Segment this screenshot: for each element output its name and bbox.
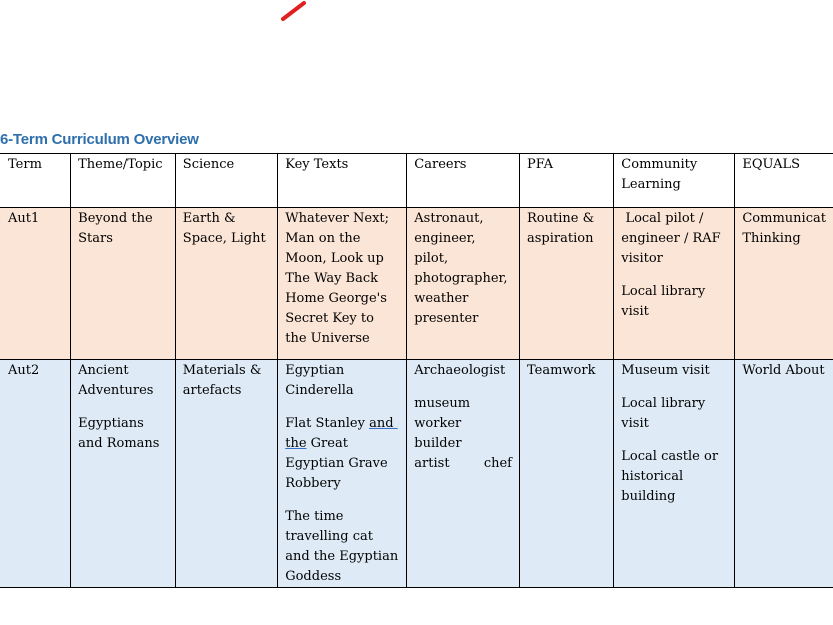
aut2-term: Aut2: [0, 360, 71, 588]
aut1-theme: Beyond the Stars: [71, 208, 176, 360]
header-term: Term: [0, 154, 71, 208]
aut2-community-item: Local library visit: [621, 396, 706, 431]
aut2-key-text-item: Egyptian Cinderella: [285, 363, 354, 398]
header-equals: EQUALS: [735, 154, 833, 208]
header-key-texts: Key Texts: [278, 154, 407, 208]
aut2-theme-item: Egyptians and Romans: [78, 416, 160, 451]
aut2-key-text-item: [285, 414, 399, 494]
aut2-pfa: Teamwork: [520, 360, 614, 588]
career-chef: chef: [483, 456, 512, 471]
aut1-term: Aut1: [0, 208, 71, 360]
aut2-key-texts: [278, 360, 407, 588]
aut1-community-item: Local library visit: [621, 284, 706, 319]
aut1-science: Earth & Space, Light: [175, 208, 277, 360]
aut2-community-item: Museum visit: [621, 363, 710, 378]
aut2-careers-item: museum worker builder: [414, 396, 471, 451]
aut2-equals: World About: [735, 360, 833, 588]
aut2-careers-item: Archaeologist: [414, 363, 506, 378]
header-theme-topic: Theme/Topic: [71, 154, 176, 208]
aut1-pfa: Routine & aspiration: [520, 208, 614, 360]
key-text-part: Flat Stanley: [285, 416, 370, 431]
curriculum-table: [0, 153, 833, 588]
aut2-key-text-item: The time travelling cat and the Egyptian Goddess: [285, 509, 399, 584]
spellcheck-underlined-text: the: [285, 436, 307, 451]
header-pfa: PFA: [520, 154, 614, 208]
aut2-science: Materials & artefacts: [175, 360, 277, 588]
career-artist: artist: [414, 456, 450, 471]
aut2-careers: [407, 360, 520, 588]
table-header-row: [0, 154, 833, 208]
aut2-community-learning: [614, 360, 735, 588]
aut1-community-item: Local pilot / engineer / RAF visitor: [621, 211, 725, 266]
aut1-community-learning: [614, 208, 735, 360]
aut2-careers-item: [414, 454, 512, 474]
header-science: Science: [175, 154, 277, 208]
spellcheck-underlined-text: and: [369, 416, 398, 431]
table-row-aut1: [0, 208, 833, 360]
header-community-learning: Community Learning: [614, 154, 735, 208]
aut2-community-item: Local castle or historical building: [621, 449, 719, 504]
key-text-part: Great Egyptian Grave Robbery: [285, 436, 392, 491]
header-careers: Careers: [407, 154, 520, 208]
aut1-equals: Communicat Thinking: [735, 208, 833, 360]
document-heading: 6-Term Curriculum Overview: [0, 131, 199, 148]
aut2-theme: [71, 360, 176, 588]
aut1-careers: Astronaut, engineer, pilot, photographer, weather presenter: [407, 208, 520, 360]
aut2-theme-item: Ancient Adventures: [78, 363, 154, 398]
red-pen-mark: [280, 0, 310, 24]
table-row-aut2: [0, 360, 833, 588]
aut1-key-texts: Whatever Next; Man on the Moon, Look up The Way Back Home George's Secret Key to the Universe: [278, 208, 407, 360]
